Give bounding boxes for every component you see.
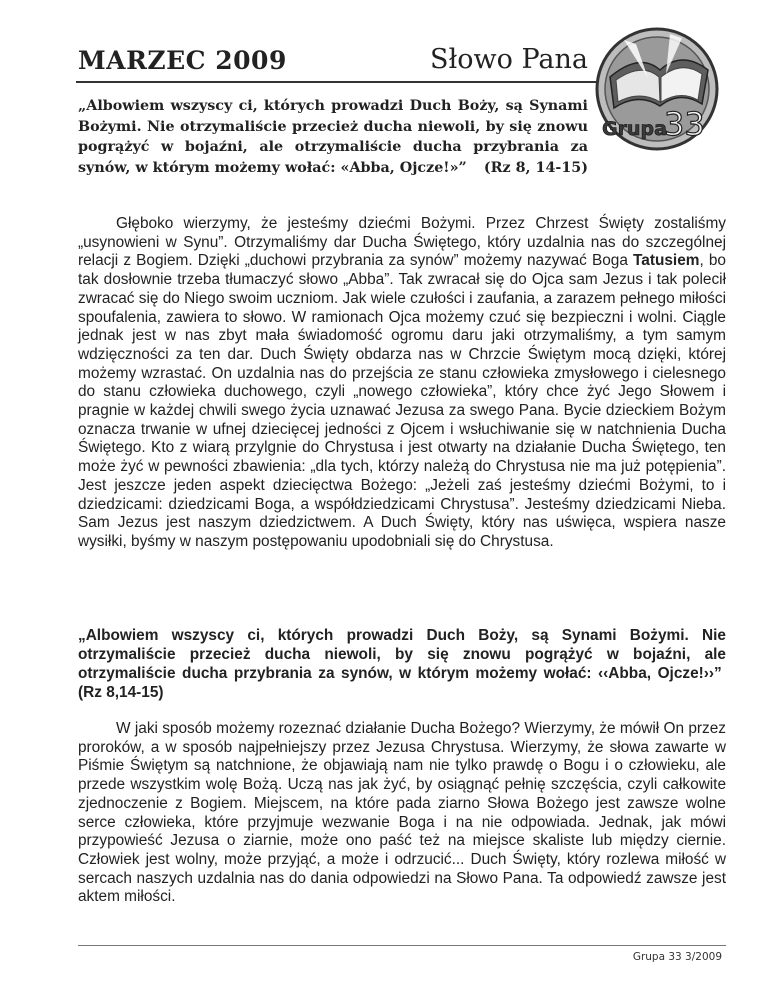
paragraph-1-text-b: , bo tak dosłownie trzeba tłumaczyć słowo „Abba”. Tak zwracał się do Ojca sam Jezus i tak polecił zwracać się do Niego swoim uczniom. Jak wiele czułości i zaufania, a zarazem pełnego miłości spoufalenia, zawiera to słowo. W ramionach Ojca możemy czuć się bezpieczni i wolni. Ciągle jednak jest w nas zbyt mała świadomość ogromu daru jaki otrzymaliśmy, a tym samym wdzięczności za ten dar. Duch Święty obdarza nas w Chrzcie Świętym mocą dzięki, której możemy wzrastać. On uzdalnia nas do przejścia ze stanu człowieka zmysłowego i cielesnego do stanu człowieka duchowego, czyli „nowego człowieka”, który chce żyć Jego Słowem i pragnie w każdej chwili swego życia uznawać Jezusa za swego Pana. Bycie dzieckiem Bożym oznacza trwanie w ufnej dziecięcej jedności z Ojcem i wsłuchiwanie się w natchnienia Ducha Świętego. Kto z wiarą przylgnie do Chrystusa i jest otwarty na działanie Ducha Świętego, ten może żyć w pewności zbawienia: „dla tych, którzy należą do Chrystusa nie ma już potępienia”. Jest jeszcze jeden aspekt dziecięctwa Bożego: „Jeżeli zaś jesteśmy dziećmi Bożymi, to i dziedzicami: dziedzicami Boga, a współdziedzicami Chrystusa”. Jesteśmy dziedzicami Nieba. Sam Jezus jest naszym dziedzictwem. A Duch Święty, który nas uświęca, wspiera nasze wysiłki, byśmy w naszym postępowaniu upodobniali się do Chrystusa. <box>78 252 726 550</box>
paragraph-1-bold: Tatusiem <box>633 252 700 270</box>
paragraph-1 <box>78 215 726 552</box>
footer-issue: Grupa 33 3/2009 <box>632 951 722 963</box>
intro-quote-reference: (Rz 8, 14-15) <box>483 159 588 176</box>
intro-quote <box>78 96 588 178</box>
paragraph-2: W jaki sposób możemy rozeznać działanie Ducha Bożego? Wierzymy, że mówił On przez proroków, a w sposób najpełniejszy przez Jezusa Chrystusa. Wierzymy, że słowa zawarte w Piśmie Świętym są natchnione, że objawiają nam nie tylko prawdę o Bogu i o człowieku, ale przede wszystkim wolę Bożą. Uczą nas jak żyć, by osiągnąć pełnię szczęścia, czyli całkowite zjednoczenie z Bogiem. Miejscem, na które pada ziarno Słowa Bożego jest zawsze wolne serce człowieka, które przyjmuje wezwanie Boga i na nie odpowiada. Jednak, jak mówi przypowieść Jezusa o ziarnie, może ono paść też na miejsce skaliste lub między ciernie. Człowiek jest wolny, może przyjąć, a może i odrzucić... Duch Święty, który rozlewa miłość w sercach naszych uzdalnia nas do dania odpowiedzi na Słowo Pana. Ta odpowiedź zawsze jest aktem miłości. <box>78 720 726 906</box>
paragraph-1-text-a: Głęboko wierzymy, że jesteśmy dziećmi Bożymi. Przez Chrzest Święty zostaliśmy „usynowieni w Synu”. Otrzymaliśmy dar Ducha Świętego, który uzdalnia nas do szczególnej relacji z Bogiem. Dzięki „duchowi przybrania za synów” możemy nazywać Boga <box>78 215 726 270</box>
logo-number: 33 <box>664 105 705 143</box>
bold-quote-reference: (Rz 8,14-15) <box>78 684 164 701</box>
footer-divider <box>78 945 726 946</box>
header-subtitle: Słowo Pana <box>430 44 588 75</box>
bold-quote <box>78 626 726 702</box>
header-divider <box>76 81 602 83</box>
logo-word: Grupa <box>602 118 667 140</box>
bold-quote-text: „Albowiem wszyscy ci, których prowadzi Duch Boży, są Synami Bożymi. Nie otrzymaliście przecież ducha niewoli, by się znowu pogrążyć w bojaźni, ale otrzymaliście ducha przybrania za synów, w którym możemy wołać: ‹‹Abba, Ojcze!››” <box>78 627 726 682</box>
header-title: MARZEC 2009 <box>78 46 287 75</box>
open-book-logo-icon <box>590 22 724 156</box>
intro-quote-text: „Albowiem wszyscy ci, których prowadzi Duch Boży, są Synami Bożymi. Nie otrzymaliście przecież ducha niewoli, by się znowu pogrążyć w bojaźni, ale otrzymaliście ducha przybrania za synów, w którym możemy wołać: «Abba, Ojcze!»” <box>78 98 588 176</box>
